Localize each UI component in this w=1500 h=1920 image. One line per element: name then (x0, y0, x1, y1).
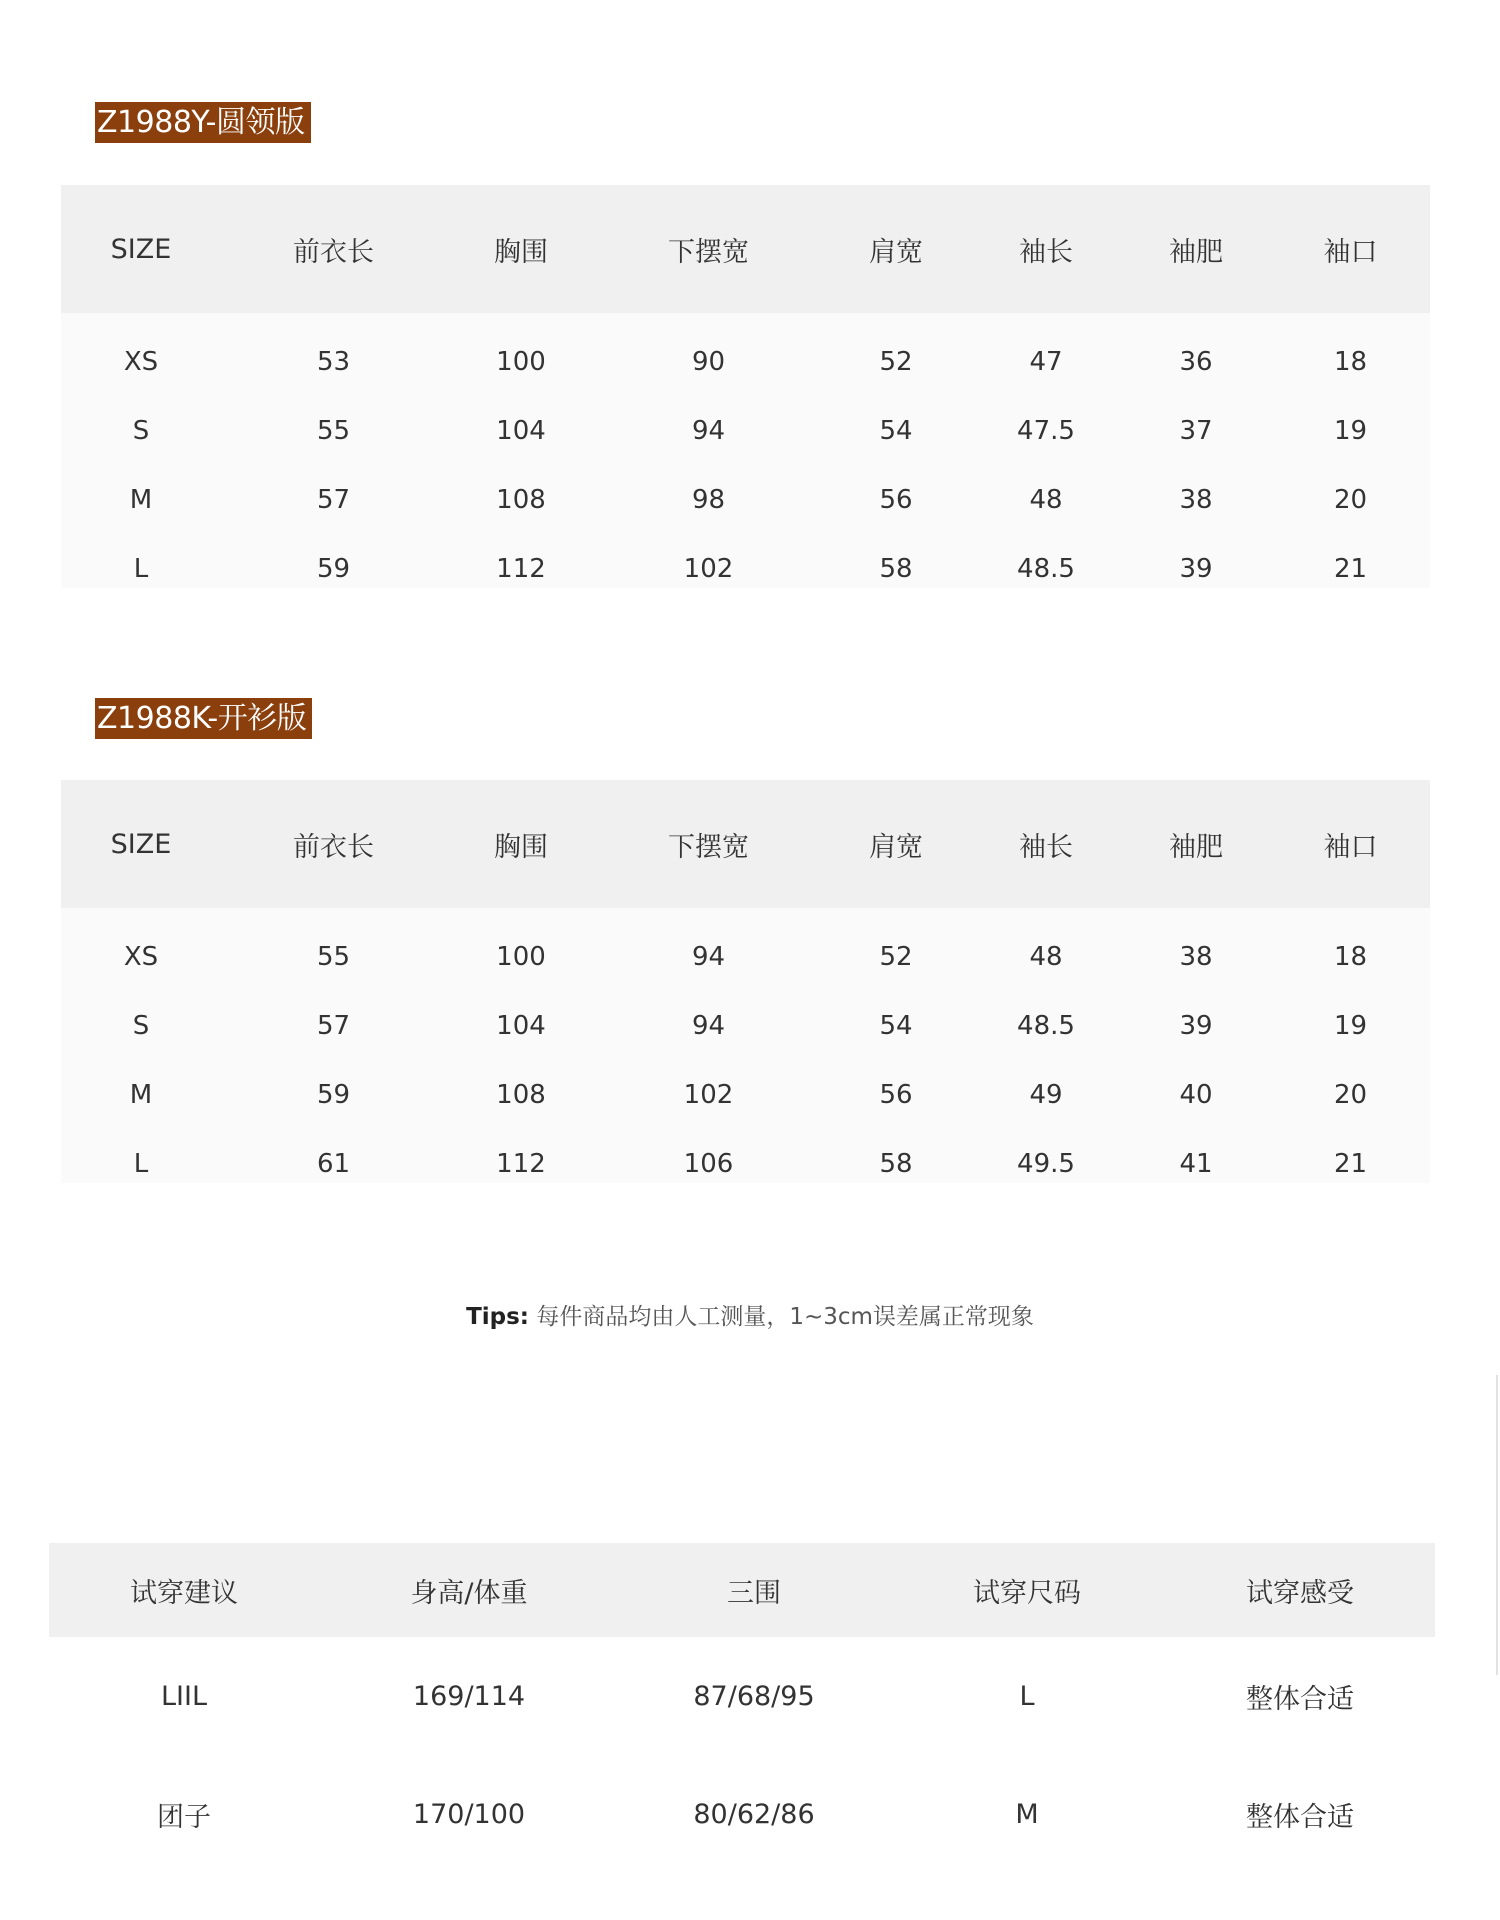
table-cell: 36 (1179, 346, 1213, 377)
table-cell: 47 (1029, 346, 1063, 377)
table-cell: 20 (1333, 484, 1368, 515)
table-cell: 112 (496, 1148, 546, 1179)
table-header-row (49, 1543, 1435, 1637)
table-cell: 38 (1179, 484, 1213, 515)
table-cell: 87/68/95 (693, 1680, 815, 1712)
table-cell: 98 (691, 484, 726, 515)
table-cell: 80/62/86 (693, 1798, 815, 1830)
table-header-row (61, 780, 1430, 908)
table-cell: 53 (316, 346, 351, 377)
table-cell: 94 (691, 1010, 726, 1041)
scrollbar-edge (1496, 1375, 1498, 1675)
table-cell: 56 (879, 484, 913, 515)
table-cell: XS (123, 941, 159, 972)
header-cell: 袖长 (1019, 831, 1073, 863)
try-on-table (49, 1543, 1435, 1873)
header-cell: 袖肥 (1169, 236, 1223, 268)
header-cell: 前衣长 (293, 831, 374, 863)
table-cell: M (1015, 1798, 1039, 1830)
table-cell: 108 (496, 484, 546, 515)
table-cell: 47.5 (1017, 415, 1075, 446)
table-cell: 48.5 (1017, 1010, 1075, 1041)
table-cell: LIIL (160, 1680, 207, 1712)
table-row (61, 1060, 1430, 1129)
table-cell: 58 (879, 1148, 913, 1179)
header-cell: 袖肥 (1169, 831, 1223, 863)
table-cell: 108 (496, 1079, 546, 1110)
size-table-cardigan (61, 780, 1430, 1183)
table-header-row (61, 185, 1430, 313)
header-cell: 下摆宽 (668, 236, 749, 268)
table-cell: M (129, 484, 153, 515)
table-body (61, 908, 1430, 1183)
header-cell: 袖口 (1323, 236, 1378, 268)
header-cell: 胸围 (494, 831, 548, 863)
table-cell: L (1019, 1680, 1035, 1712)
header-cell: 试穿尺码 (973, 1577, 1081, 1609)
header-cell: SIZE (110, 233, 172, 265)
header-cell: 肩宽 (869, 831, 923, 863)
table-cell: 100 (496, 346, 546, 377)
table-cell: 169/114 (412, 1680, 526, 1712)
table-cell: 104 (496, 1010, 546, 1041)
table-cell: 18 (1333, 346, 1368, 377)
table-cell: 52 (879, 346, 913, 377)
table-cell: 49 (1029, 1079, 1063, 1110)
table-cell: 59 (316, 1079, 351, 1110)
table-cell: M (129, 1079, 153, 1110)
section-title-cardigan: Z1988K-开衫版 (95, 698, 312, 739)
table-cell: 54 (879, 1010, 913, 1041)
table-cell: 94 (691, 941, 726, 972)
header-cell: 前衣长 (293, 236, 374, 268)
table-row (61, 534, 1430, 603)
table-cell: 40 (1179, 1079, 1213, 1110)
table-cell: 21 (1333, 1148, 1368, 1179)
table-cell: 100 (496, 941, 546, 972)
header-cell: 试穿感受 (1246, 1577, 1354, 1609)
table-cell: S (132, 1010, 150, 1041)
section-title-crew-neck: Z1988Y-圆领版 (95, 102, 311, 143)
table-row (61, 327, 1430, 396)
table-cell: 57 (316, 1010, 351, 1041)
table-cell: 19 (1333, 1010, 1368, 1041)
header-cell: 肩宽 (869, 236, 923, 268)
table-cell: 19 (1333, 415, 1368, 446)
table-cell: 49.5 (1017, 1148, 1075, 1179)
table-row (61, 1129, 1430, 1198)
table-cell: 52 (879, 941, 913, 972)
table-cell: S (132, 415, 150, 446)
table-cell: 41 (1179, 1148, 1213, 1179)
table-row (61, 922, 1430, 991)
table-body (61, 313, 1430, 588)
table-cell: 整体合适 (1246, 1801, 1354, 1833)
table-cell: 59 (316, 553, 351, 584)
table-cell: 54 (879, 415, 913, 446)
table-cell: 团子 (157, 1801, 211, 1833)
table-cell: 170/100 (412, 1798, 526, 1830)
table-cell: 48 (1029, 941, 1063, 972)
table-cell: 整体合适 (1246, 1683, 1354, 1715)
table-row (49, 1637, 1435, 1755)
table-cell: 57 (316, 484, 351, 515)
table-cell: 112 (496, 553, 546, 584)
table-cell: 55 (316, 941, 351, 972)
table-cell: 104 (496, 415, 546, 446)
header-cell: SIZE (110, 828, 172, 860)
header-cell: 下摆宽 (668, 831, 749, 863)
table-cell: 18 (1333, 941, 1368, 972)
table-cell: 39 (1179, 1010, 1213, 1041)
size-table-crew-neck (61, 185, 1430, 588)
table-cell: 39 (1179, 553, 1213, 584)
table-cell: 48 (1029, 484, 1063, 515)
table-cell: 102 (683, 1079, 734, 1110)
table-cell: 55 (316, 415, 351, 446)
header-cell: 三围 (727, 1577, 781, 1609)
measurement-tips (0, 1298, 1500, 1331)
table-cell: XS (123, 346, 159, 377)
table-cell: 56 (879, 1079, 913, 1110)
table-cell: 58 (879, 553, 913, 584)
table-cell: 94 (691, 415, 726, 446)
table-cell: 106 (683, 1148, 734, 1179)
header-cell: 胸围 (494, 236, 548, 268)
table-row (49, 1755, 1435, 1873)
table-cell: 21 (1333, 553, 1368, 584)
header-cell: 袖长 (1019, 236, 1073, 268)
table-cell: 38 (1179, 941, 1213, 972)
header-cell: 试穿建议 (130, 1577, 238, 1609)
table-cell: 61 (316, 1148, 351, 1179)
tips-text: 每件商品均由人工测量，1~3cm误差属正常现象 (536, 1304, 1034, 1330)
table-cell: 102 (683, 553, 734, 584)
table-cell: L (133, 1148, 149, 1179)
table-row (61, 465, 1430, 534)
header-cell: 袖口 (1323, 831, 1378, 863)
table-cell: L (133, 553, 149, 584)
table-cell: 48.5 (1017, 553, 1075, 584)
table-cell: 20 (1333, 1079, 1368, 1110)
table-row (61, 396, 1430, 465)
header-cell: 身高/体重 (410, 1577, 528, 1609)
table-row (61, 991, 1430, 1060)
table-cell: 37 (1179, 415, 1213, 446)
table-cell: 90 (691, 346, 726, 377)
tips-label: Tips: (466, 1304, 530, 1330)
